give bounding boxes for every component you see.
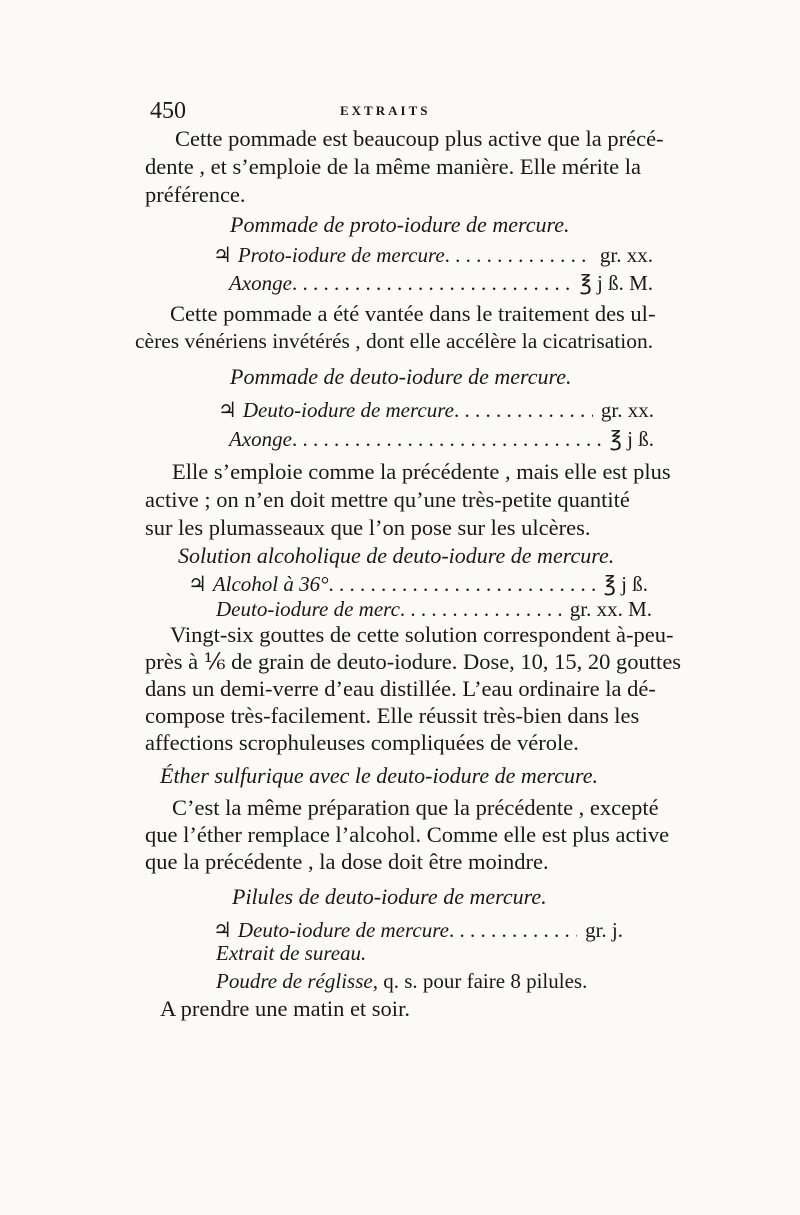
recipe2-row2: Axonge . . . ℥ j ß. xyxy=(229,427,654,452)
closing-line: A prendre une matin et soir. xyxy=(160,996,410,1021)
para5-line1: C’est la même préparation que la précédente , excepté xyxy=(172,795,659,820)
para4-line4: compose très-facilement. Elle réussit très-bien dans les xyxy=(145,703,640,728)
recipe5-title: Pilules de deuto-iodure de mercure. xyxy=(232,884,547,909)
para1-line3: préférence. xyxy=(145,182,246,207)
para3-line1: Elle s’emploie comme la précédente , mais elle est plus xyxy=(172,459,671,484)
para3-line2: active ; on n’en doit mettre qu’une très-petite quantité xyxy=(145,487,630,512)
running-title: EXTRAITS xyxy=(340,103,431,118)
para4-line1: Vingt-six gouttes de cette solution correspondent à-peu- xyxy=(170,622,674,647)
jupiter-symbol-icon: ♃ xyxy=(188,572,207,596)
recipe2-row1: ♃ Deuto-iodure de mercure . . . gr. xx. xyxy=(218,397,654,423)
recipe1-row1: ♃ Proto-iodure de mercure . . . gr. xx. xyxy=(213,242,653,268)
jupiter-symbol-icon: ♃ xyxy=(213,918,232,942)
recipe5-line3: Poudre de réglisse, q. s. pour faire 8 pilules. xyxy=(216,969,588,993)
recipe3-row2: Deuto-iodure de merc . . . gr. xx. M. xyxy=(216,597,652,622)
recipe1-title: Pommade de proto-iodure de mercure. xyxy=(230,212,570,237)
recipe3-row1: ♃ Alcohol à 36° . . . ℥ j ß. xyxy=(188,571,648,597)
recipe5-line2: Extrait de sureau. xyxy=(216,941,367,965)
para5-line2: que l’éther remplace l’alcohol. Comme elle est plus active xyxy=(145,822,670,847)
para1-line1: Cette pommade est beaucoup plus active que la précé- xyxy=(175,126,664,151)
para2-line2: cères vénériens invétérés , dont elle accélère la cicatrisation. xyxy=(135,329,654,353)
para3-line3: sur les plumasseaux que l’on pose sur les ulcères. xyxy=(145,515,591,540)
jupiter-symbol-icon: ♃ xyxy=(218,398,237,422)
para4-line2: près à ⅙ de grain de deuto-iodure. Dose, 10, 15, 20 gouttes xyxy=(145,649,682,674)
recipe3-title: Solution alcoholique de deuto-iodure de mercure. xyxy=(178,543,615,568)
page-number: 450 xyxy=(150,98,186,124)
recipe1-row2: Axonge . . . ℥ j ß. M. xyxy=(229,271,653,296)
recipe5-row1: ♃ Deuto-iodure de mercure . . . gr. j. xyxy=(213,917,623,943)
para4-line5: affections scrophuleuses compliquées de vérole. xyxy=(145,730,579,755)
para1-line2: dente , et s’emploie de la même manière. Elle mérite la xyxy=(145,154,642,179)
recipe2-title: Pommade de deuto-iodure de mercure. xyxy=(230,364,572,389)
para5-line3: que la précédente , la dose doit être moindre. xyxy=(145,849,549,874)
jupiter-symbol-icon: ♃ xyxy=(213,243,232,267)
para2-line1: Cette pommade a été vantée dans le traitement des ul- xyxy=(170,301,656,326)
para4-line3: dans un demi-verre d’eau distillée. L’eau ordinaire la dé- xyxy=(145,676,656,701)
recipe4-title: Éther sulfurique avec le deuto-iodure de mercure. xyxy=(160,763,599,788)
